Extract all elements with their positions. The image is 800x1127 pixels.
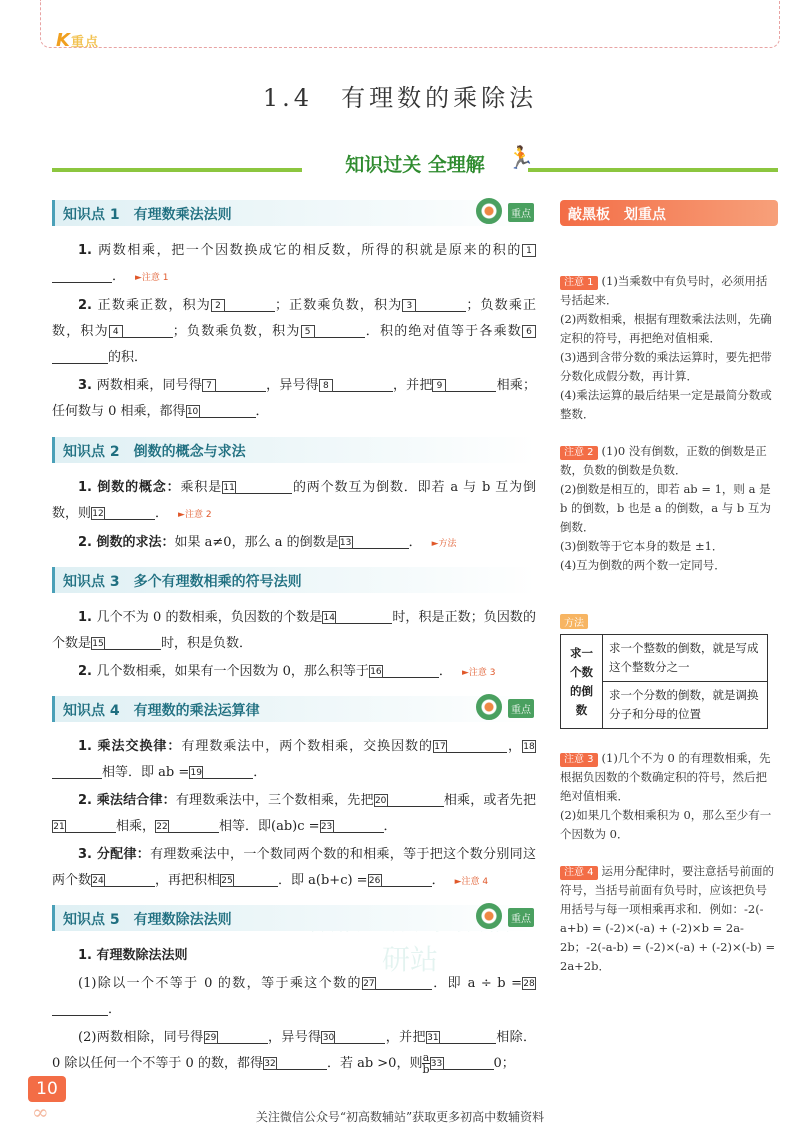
note-4: 注意 4 运用分配律时，要注意括号前面的符号，当括号前面有负号时，应该把负号用括号与每一项相乘再求和．例如：-2(-a+b) = (-2)×(-a) + (-2)×b = 2a-2b；-2(-a-b) = (-2)×(-a) + (-2)×(-b) = 2a+2b．: [560, 864, 776, 973]
kp5-rule-1: (1)除以一个不等于 0 的数，等于乘这个数的27 ．即 a ÷ b =28．: [52, 971, 536, 1023]
target-icon: [476, 903, 502, 929]
note-1: 注意 1 (1)当乘数中有负号时，必须用括号括起来． (2)两数相乘，根据有理数乘法法则，先确定积的符号，再把绝对值相乘． (3)遇到含带分数的乘法运算时，要先把带分数化成假分数，再计算． (4)乘法运算的最后结果一定是最简分数或整数．: [560, 274, 772, 421]
knowledge-point-2: 知识点 2 倒数的概念与求法: [52, 437, 536, 463]
knowledge-point-4: 知识点 4 有理数的乘法运算律 重点: [52, 696, 536, 722]
kp2-concept: 1. 倒数的概念：乘积是11 的两个数互为倒数．即若 a 与 b 互为倒数，则12 ． ►注意 2: [52, 480, 536, 521]
kp1-rule-2: 2. 正数乘正数，积为 2 ；正数乘负数，积为 3 ；负数乘正数，积为 4 ；负数乘负数，积为 5 ．积的绝对值等于各乘数 6的积．: [52, 298, 536, 365]
page-number: 10: [28, 1076, 66, 1102]
note-tag: 注意 4: [560, 866, 598, 880]
kp3-rule-2: 2. 几个数相乘，如果有一个因数为 0，那么积等于16 ． ►注意 3: [78, 664, 496, 679]
infinity-icon: ∞: [32, 1100, 49, 1124]
key-point-tag: K重点: [56, 30, 99, 51]
note-3: 注意 3 (1)几个不为 0 的有理数相乘，先根据负因数的个数确定积的符号，然后把绝对值相乘． (2)如果几个数相乘积为 0，那么至少有一个因数为 0．: [560, 751, 772, 841]
key-badge: 重点: [508, 203, 534, 222]
note-2: 注意 2 (1)0 没有倒数，正数的倒数是正数，负数的倒数是负数． (2)倒数是相互的，即若 ab = 1，则 a 是 b 的倒数，b 也是 a 的倒数，a 与 b 互为倒数． (3)倒数等于它本身的数是 ±1． (4)互为倒数的两个数一定同号．: [560, 444, 771, 572]
kp2-method: 2. 倒数的求法：如果 a≠0，那么 a 的倒数是13 ． ►方法: [78, 535, 457, 550]
knowledge-point-1: 知识点 1 有理数乘法法则 重点: [52, 200, 536, 226]
kp5-rule-2: (2)两数相除，同号得29 ，异号得30 ，并把31 相除．0 除以任何一个不等于 0 的数，都得32 ．若 ab >0，则 $\frac{a}{b}$ 33 0；: [52, 1030, 536, 1076]
kp4-distributive: 3. 分配律：有理数乘法中，一个数同两个数的和相乘，等于把这个数分别同这两个数24 ，再把积相25 ．即 a(b+c) =26 ． ►注意 4: [52, 847, 536, 888]
page-title: 1.4 有理数的乘除法: [262, 84, 538, 112]
note-tag: 注意 2: [560, 446, 598, 460]
section-banner: [52, 146, 778, 182]
key-badge: 重点: [508, 908, 534, 927]
fraction: $\frac{a}{b}$: [422, 1051, 430, 1076]
kp4-commutative: 1. 乘法交换律：有理数乘法中，两个数相乘，交换因数的17 ，18相等．即 ab =19 ．: [52, 734, 536, 786]
target-icon: [476, 694, 502, 720]
knowledge-point-5: 知识点 5 有理数除法法则 重点: [52, 905, 536, 931]
watermark: 研站: [381, 943, 438, 976]
kp3-rule-1: 1. 几个不为 0 的数相乘，负因数的个数是14 时，积是正数；负因数的个数是15 时，积是负数．: [52, 610, 536, 651]
target-icon: [476, 198, 502, 224]
kp1-rule-3: 3. 两数相乘，同号得 7 ，异号得 8 ，并把 9 相乘；任何数与 0 相乘，都得10 ．: [52, 378, 536, 419]
knowledge-point-3: 知识点 3 多个有理数相乘的符号法则: [52, 567, 536, 593]
banner-text: 知识过关 全理解: [345, 154, 485, 176]
kp1-rule-1: 1. 两数相乘，把一个因数换成它的相反数，所得的积就是原来的积的 1． ►注意 1: [52, 238, 536, 291]
top-frame: [40, 0, 780, 48]
note-tag: 注意 3: [560, 753, 598, 767]
method-box: [560, 611, 778, 729]
kp5-subtitle: 1. 有理数除法法则: [78, 948, 188, 963]
kp4-associative: 2. 乘法结合律：有理数乘法中，三个数相乘，先把20 相乘，或者先把21 相乘，22 相等．即(ab)c =23 ．: [53, 793, 536, 834]
method-tag: 方法: [560, 614, 588, 629]
main-column: [52, 200, 536, 1079]
sidebar: [560, 200, 778, 976]
blank[interactable]: [52, 267, 112, 283]
note-tag: 注意 1: [560, 276, 598, 290]
sidebar-header: 敲黑板 划重点: [560, 200, 778, 226]
runner-icon: 🏃: [507, 146, 535, 171]
key-badge: 重点: [508, 699, 534, 718]
footer-text: 关注微信公众号“初高数辅站”获取更多初高中数辅资料: [255, 1110, 545, 1124]
method-table: 求一个数的倒数 求一个整数的倒数，就是写成这个整数分之一 求一个分数的倒数，就是调换分子和分母的位置: [560, 634, 768, 729]
